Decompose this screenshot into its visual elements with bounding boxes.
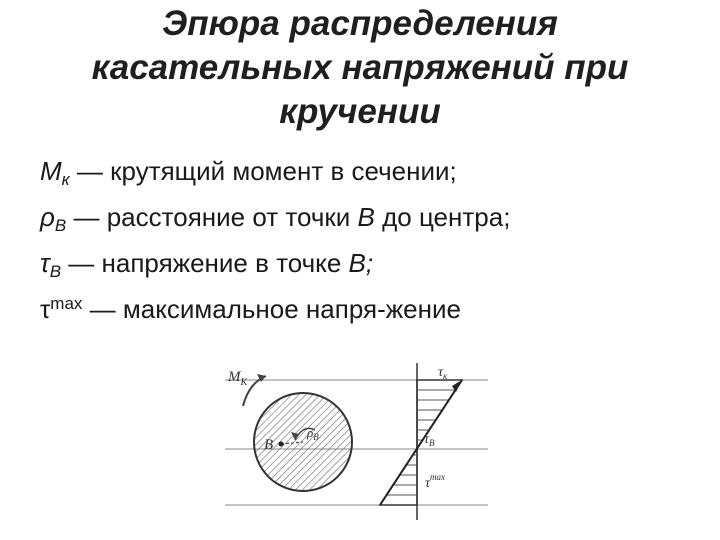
title-line-3: кручении bbox=[279, 92, 441, 131]
stress-epure bbox=[380, 363, 462, 520]
superscript-max: max bbox=[50, 294, 83, 313]
label-tau-b: $\tau_B$ bbox=[424, 432, 435, 448]
symbol-rho: ρ bbox=[40, 202, 55, 232]
label-rho-b: $\rho_B$ bbox=[307, 425, 319, 442]
subscript-b: B bbox=[49, 262, 62, 281]
definition-text: — максимальное напря-жение bbox=[82, 294, 461, 324]
point-b: B; bbox=[348, 248, 374, 278]
definition-text: — крутящий момент в сечении; bbox=[69, 156, 457, 186]
label-tau-max: $\tau^{max}$ bbox=[425, 472, 446, 491]
point-b: B bbox=[357, 202, 375, 232]
symbol-tau: τ bbox=[40, 294, 51, 324]
title-line-1: Эпюра распределения bbox=[162, 4, 558, 43]
label-tau-k: $\tau_к$ bbox=[438, 365, 448, 381]
definition-text-end: до центра; bbox=[374, 202, 511, 232]
subscript-k: к bbox=[61, 170, 70, 189]
label-moment: $M_K$ bbox=[228, 369, 248, 388]
definition-text: — расстояние от точки bbox=[66, 202, 358, 232]
label-point-b: B bbox=[264, 437, 274, 453]
definition-text: — напряжение в точке bbox=[61, 248, 349, 278]
title-line-2: касательных напряжений при bbox=[91, 48, 629, 87]
subscript-b: B bbox=[54, 216, 67, 235]
symbol-m: M bbox=[40, 156, 62, 186]
symbol-tau: τ bbox=[40, 248, 50, 278]
